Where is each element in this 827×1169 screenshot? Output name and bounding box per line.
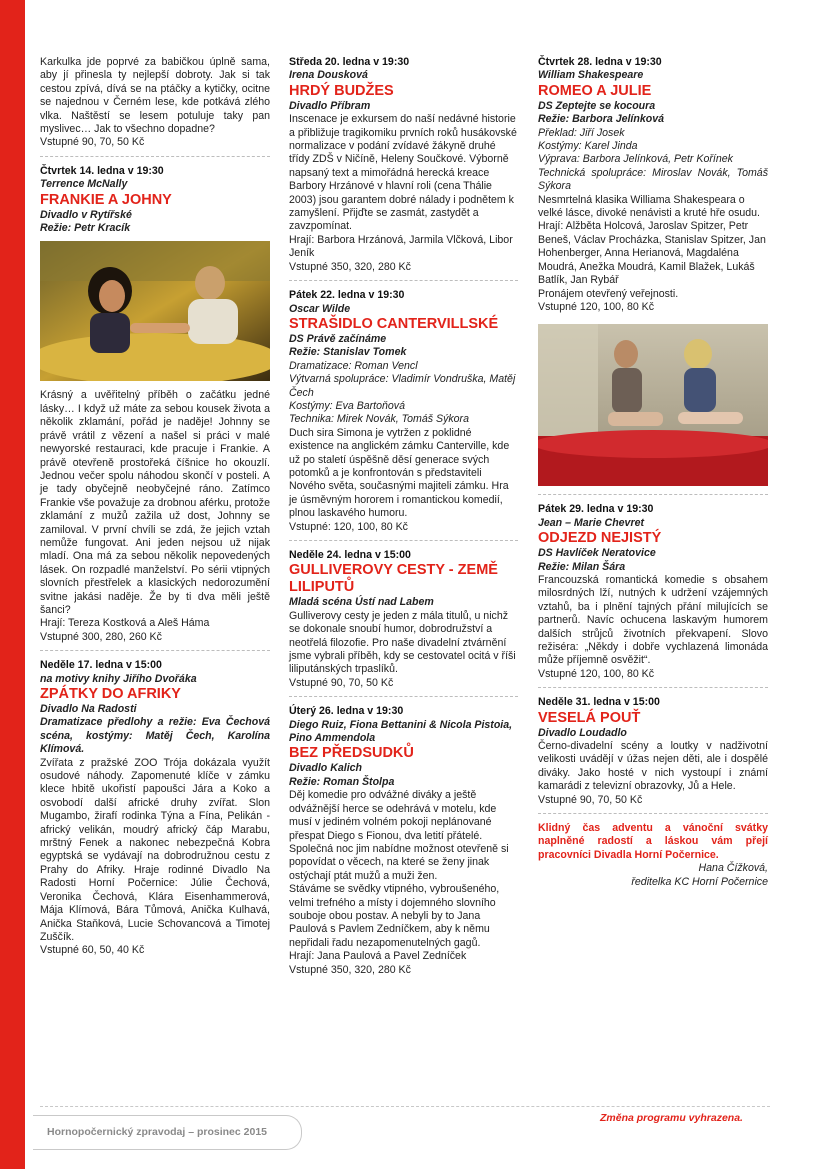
event-price: Vstupné 120, 100, 80 Kč (538, 667, 655, 680)
event-venue: DS Právě začínáme (289, 332, 387, 345)
event-credit: Technika: Mirek Novák, Tomáš Sýkora (289, 413, 469, 426)
event-venue: Divadlo Kalich (289, 762, 362, 775)
signature-role: ředitelka KC Horní Počernice (631, 875, 768, 888)
signature-name: Hana Čížková, (698, 862, 768, 875)
intro-price: Vstupné 90, 70, 50 Kč (40, 136, 145, 149)
separator (289, 696, 518, 697)
event-gulliverovy-cesty (289, 549, 518, 690)
event-author: Irena Dousková (289, 69, 368, 82)
event-price: Vstupné: 120, 100, 80 Kč (289, 520, 408, 533)
event-date: Pátek 29. ledna v 19:30 (538, 503, 654, 516)
event-credit: Kostýmy: Karel Jinda (538, 140, 638, 153)
event-director: Režie: Milan Šára (538, 560, 626, 573)
footer-note: Změna programu vyhrazena. (600, 1112, 743, 1124)
event-price: Vstupné 350, 320, 280 Kč (289, 963, 411, 976)
event-venue: Divadlo Příbram (289, 99, 371, 112)
event-director: Režie: Barbora Jelínková (538, 113, 664, 126)
event-odjezd-nejisty (538, 503, 768, 681)
event-price: Vstupné 60, 50, 40 Kč (40, 944, 145, 957)
event-venue: DS Havlíček Neratovice (538, 547, 656, 560)
event-description: Inscenace je exkursem do naší nedávné historie a přibližuje tragikomiku prvních roků husákovské normalizace v podání zvídavé žákyně druhé třídy ZDŠ v Ničíně, Heleny Součkové. Výborně napsaný text a mimořádná herecká kreace Barbory Hrzánové v hlavní roli (cena Thálie 2003) jsou garantem dobré nálady i podnětem k zamyšlení. Přijďte se zasmát, zastydět a zavzpomínat. (289, 113, 517, 233)
event-date: Čtvrtek 28. ledna v 19:30 (538, 56, 662, 68)
event-bez-predsudku (289, 705, 518, 977)
separator (289, 280, 518, 281)
event-credit: Technická spolupráce: Miroslav Novák, Tomáš Sýkora (538, 166, 768, 193)
footer-publication-box (33, 1115, 302, 1150)
event-author: na motivy knihy Jiřího Dvořáka (40, 672, 197, 685)
separator (40, 650, 270, 651)
event-title: HRDÝ BUDŽES (289, 82, 394, 99)
event-title: GULLIVEROVY CESTY - ZEMĚ LILIPUTŮ (289, 562, 498, 596)
separator (289, 540, 518, 541)
event-credits: Dramatizace předlohy a režie: Eva Čechová scéna, kostýmy: Matěj Čech, Karolína Klímová. (40, 716, 270, 756)
event-director: Režie: Petr Kracík (40, 222, 131, 235)
event-title: ROMEO A JULIE (538, 82, 652, 99)
event-title: FRANKIE A JOHNY (40, 191, 172, 208)
event-credit: Dramatizace: Roman Vencl (289, 359, 418, 372)
event-description: Zvířata z pražské ZOO Trója dokázala využít osudové náhody. Zapomenuté klíče v zámku klece hbitě ukořistí papoušci Jára a Koko a osvobodí další africké druhy zvířat. Slon Mugambo, žirafí rodinka Týna a Fína, Pelikán - africký velikán, moudrý africký čáp Marabu, mrštný Fenek a nakonec nebezpečná Kobra egyptská se vydávají na dobrodružnou cestu z Prahy do Afriky. Hraje rodinné Divadlo Na Radosti Horní Počernice: Júlie Čechová, Veronika Čechová, Klára Eisenhammerová, Mája Klímová, Bára Tůmová, Anička Kulhavá, Anička Staňková, Lucie Schovancová a Timotej Zuščík. (40, 756, 270, 943)
event-description: Nesmrtelná klasika Williama Shakespeara o velké lásce, divoké nenávisti a kruté hře osudu. (538, 193, 761, 220)
frankie-johny-photo (40, 241, 270, 381)
red-side-bar (0, 0, 25, 1169)
event-description-2: Stáváme se svědky vtipného, vybroušeného, velmi trefného a místy i dojemného slovního souboje obou postav. A nebyli by to Jana Paulová s Pavlem Zedníčkem, aby k němu nepřidali řadu nezapomenutelných gagů. (289, 883, 500, 949)
separator (40, 156, 270, 157)
event-description: Duch sira Simona je vytržen z poklidné existence na anglickém zámku Canterville, kde už po staletí úspěšně děsí generace svých potomků a je konfrontován s představiteli Nového světa, současnými majiteli zámku. Hra je úsměvným hororem i romantickou komedií, plnou laskavého humoru. (289, 426, 510, 520)
event-credit: Překlad: Jiří Josek (538, 126, 625, 139)
event-venue: Divadlo Loudadlo (538, 726, 627, 739)
event-description: Děj komedie pro odvážné diváky a ještě odvážnější herce se odehrává v motelu, kde musí v jediném volném pokoji neplánované přespat Diego s Fionou, dva letití přátelé. Společná noc jim nabídne možnost otevřeně si popovídat o věcech, na které se ženy jinak ostýchají ptát mužů a muži žen. (289, 789, 509, 882)
column-2 (289, 56, 518, 977)
event-cast: Hrají: Tereza Kostková a Aleš Háma (40, 617, 210, 630)
event-note: Pronájem otevřený veřejnosti. (538, 287, 679, 300)
event-date: Neděle 17. ledna v 15:00 (40, 659, 162, 672)
event-credit: Kostýmy: Eva Bartoňová (289, 399, 405, 412)
event-director: Režie: Roman Štolpa (289, 775, 395, 788)
footer-divider (40, 1106, 770, 1107)
event-date: Neděle 24. ledna v 15:00 (289, 549, 411, 561)
event-price: Vstupné 300, 280, 260 Kč (40, 630, 162, 643)
event-title: ODJEZD NEJISTÝ (538, 530, 662, 547)
event-author: Terrence McNally (40, 178, 128, 191)
footer-publication: Hornopočernický zpravodaj – prosinec 2015 (47, 1126, 267, 1138)
event-frankie-a-johny (40, 165, 270, 644)
closing-greeting: Klidný čas adventu a vánoční svátky naplněné radostí a láskou vám přejí pracovníci Divadla Horní Počernice. (538, 822, 768, 861)
event-date: Neděle 31. ledna v 15:00 (538, 696, 660, 709)
event-price: Vstupné 120, 100, 80 Kč (538, 300, 655, 313)
event-date: Úterý 26. ledna v 19:30 (289, 705, 404, 718)
event-author: Diego Ruiz, Fiona Bettanini & Nicola Pistoia, Pino Ammendola (289, 718, 513, 745)
event-credit: Výprava: Barbora Jelínková, Petr Kořínek (538, 153, 733, 166)
event-description: Krásný a uvěřitelný příběh o začátku jedné lásky… I když už máte za sebou kousek života a několik zklamání, pořád je naděje! Johnny se právě vrátil z vězení a našel si práci v malé newyorské restauraci, kde pracuje i Frankie. A právě otevřeně prostořeká číšnice ho okouzlí. Jednou večer spolu náhodou skončí v posteli. A je tady obyčejně neobyčejné ráno. Zatímco Frankie vše považuje za drobnou aférku, protože zklamání z mužů zažila už dost, Johnny se zamiloval. V první chvíli se zdá, že jejich vztah nemůže fungovat. Ani jeden nejsou už nijak mladí. Ona má za sebou několik nepovedených lásek. On rozpadlé manželství. Po sérii vtipných slovních přestřelek a klasických nedorozumění svitne jakási naděje. Že by ti dva měli ještě šanci? (40, 389, 270, 616)
event-zpatky-do-afriky (40, 659, 270, 958)
event-venue: Mladá scéna Ústí nad Labem (289, 596, 434, 609)
event-title: ZPÁTKY DO AFRIKY (40, 686, 181, 702)
separator (538, 494, 768, 495)
separator (538, 813, 768, 814)
event-credit: Výtvarná spolupráce: Vladimír Vondruška, Matěj Čech (289, 373, 516, 399)
event-cast: Hrají: Barbora Hrzánová, Jarmila Vlčková, Libor Jeník (289, 233, 513, 260)
event-venue: Divadlo v Rytířské (40, 208, 132, 221)
event-vesela-pout (538, 696, 768, 807)
event-date: Středa 20. ledna v 19:30 (289, 56, 410, 68)
event-author: Oscar Wilde (289, 302, 351, 315)
event-author: Jean – Marie Chevret (538, 516, 644, 529)
event-venue: Divadlo Na Radosti (40, 703, 137, 715)
column-1 (40, 56, 270, 958)
column-3 (538, 56, 768, 889)
event-description: Černo-divadelní scény a loutky v nadživotní velikosti uvádějí v úžas nejen děti, ale i dospělé diváky. Jako hosté v nich vystoupí i známí kamarádi z televizní obrazovky, Jů a Hele. (538, 740, 768, 793)
event-strasidlo-cantervillske (289, 289, 518, 534)
event-title: BEZ PŘEDSUDKŮ (289, 745, 414, 762)
event-description: Gulliverovy cesty je jeden z mála titulů, u nichž se dokonale snoubí humor, dobrodružství a neotřelá filozofie. Pro naše divadelní ztvárnění jsme vybrali příběh, kdy se cestovatel ocitá v říši liliputánských trpaslíků. (289, 609, 516, 676)
event-romeo-a-julie (538, 56, 768, 486)
event-price: Vstupné 90, 70, 50 Kč (538, 793, 643, 806)
event-date: Pátek 22. ledna v 19:30 (289, 289, 405, 302)
event-author: William Shakespeare (538, 69, 644, 82)
separator (538, 687, 768, 688)
event-hrdy-budzes (289, 56, 518, 274)
event-venue: DS Zeptejte se kocoura (538, 99, 656, 112)
event-cast: Hrají: Jana Paulová a Pavel Zedníček (289, 950, 467, 963)
event-title: VESELÁ POUŤ (538, 709, 641, 726)
odjezd-nejisty-photo (538, 324, 768, 486)
event-director: Režie: Stanislav Tomek (289, 346, 407, 359)
event-price: Vstupné 350, 320, 280 Kč (289, 260, 411, 273)
event-date: Čtvrtek 14. ledna v 19:30 (40, 164, 164, 177)
event-cast: Hrají: Alžběta Holcová, Jaroslav Spitzer, Petr Beneš, Václav Procházka, Stanislav Spitzer, Jan Hohenberger, Anna Herianová, Magdaléna Moudrá, Anežka Moudrá, Kamil Blažek, Lukáš Batlík, Jan Rybář (538, 220, 766, 287)
event-title: STRAŠIDLO CANTERVILLSKÉ (289, 315, 499, 332)
intro-text: Karkulka jde poprvé za babičkou úplně sama, aby jí přinesla ty nejlepší dobroty. Jak si tak cestou zpívá, dívá se na ptáčky a kytičky, ocitne se najednou v Černém lese, kde potkává zlého vlka. Naštěstí se lesem potuluje taky pan myslivec… Jak to všechno dopadne? (40, 56, 270, 136)
event-description: Francouzská romantická komedie s obsahem milosrdných lží, nutných k udržení vzájemných vztahů, ba i plnění tajných přání milujících se partnerů. Navíc ochucena laskavým humorem dalších strůjců životních překvapení. Slovo režiséra: „Někdy i dobře vychlazená limonáda může příjemně osvěžit“. (538, 573, 768, 667)
event-price: Vstupné 90, 70, 50 Kč (289, 676, 394, 689)
